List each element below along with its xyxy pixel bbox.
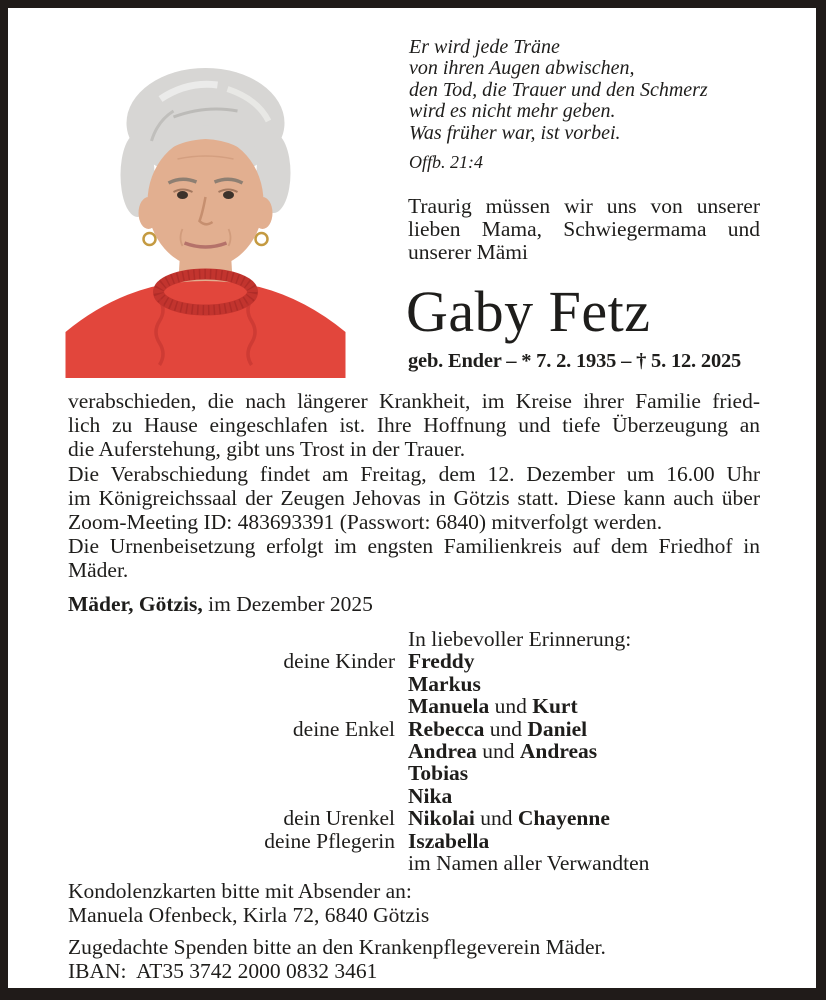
memoriam-row: [68, 852, 768, 874]
scripture-quote: [409, 37, 774, 144]
birth-death-dates: geb. Ender – * 7. 2. 1935 – † 5. 12. 2025: [408, 350, 742, 372]
memoriam-names: [408, 807, 768, 829]
memoriam-row: [68, 650, 768, 672]
memoriam-relation-label: [68, 628, 408, 650]
connector-text: In liebevoller Erinnerung:: [408, 627, 632, 651]
text-line: Zoom-Meeting ID: 483693391 (Passwort: 6840) mitverfolgt werden.: [68, 509, 663, 534]
portrait-illustration: [65, 45, 346, 378]
connector-text: im Namen aller Verwandten: [408, 851, 650, 876]
memoriam-names: [408, 718, 768, 740]
connector-text: und: [476, 739, 520, 764]
text-line: Die Verabschiedung findet am Freitag, dem 12. Dezember um 16.00 Uhr: [68, 461, 760, 486]
text-line: Was früher war, ist vorbei.: [409, 121, 621, 144]
memoriam-row: [68, 830, 768, 852]
text-line: IBAN: AT35 3742 2000 0832 3461: [68, 958, 378, 983]
memoriam-names: [408, 628, 768, 650]
family-name: Rebecca: [408, 716, 485, 741]
text-line: lieben Mama, Schwiegermama und: [408, 217, 760, 242]
condolence-address: [68, 879, 760, 928]
memoriam-relation-label: [68, 695, 408, 717]
donation-info: [68, 935, 760, 984]
paragraph-burial: [68, 535, 760, 583]
text-line: verabschieden, die nach längerer Krankheit, im Kreise ihrer Familie fried-: [68, 389, 760, 413]
intro-text: [408, 195, 760, 264]
memoriam-row: [68, 718, 768, 740]
family-name: Kurt: [532, 694, 578, 719]
text-line: Zugedachte Spenden bitte an den Krankenpflegeverein Mäder.: [68, 934, 606, 959]
memoriam-relation-label: [68, 785, 408, 807]
dateline-month: im Dezember 2025: [202, 592, 373, 616]
family-name: Freddy: [408, 649, 475, 674]
memoriam-names: [408, 650, 768, 672]
text-line: Mäder.: [68, 558, 129, 583]
memoriam-relation-label: deine Pflegerin: [264, 828, 395, 853]
memoriam-names: [408, 740, 768, 762]
announcement-body: [68, 390, 760, 583]
place-dateline: [68, 592, 373, 617]
family-name: Iszabella: [408, 828, 490, 853]
portrait-photo: [65, 45, 346, 378]
text-line: unserer Mämi: [408, 240, 529, 265]
memoriam-names: [408, 785, 768, 807]
memoriam-relation-label: [68, 762, 408, 784]
family-name: Markus: [408, 671, 481, 696]
paragraph-farewell: [68, 390, 760, 462]
family-name: Andreas: [519, 739, 598, 764]
memoriam-relation-label: deine Enkel: [292, 716, 395, 741]
memoriam-row: [68, 628, 768, 650]
memoriam-row: [68, 673, 768, 695]
footer-notes: [68, 879, 760, 983]
memoriam-relation-label: [68, 852, 408, 874]
paragraph-service: [68, 463, 760, 535]
memoriam-names: [408, 673, 768, 695]
scripture-reference: Offb. 21:4: [409, 152, 483, 172]
connector-text: und: [484, 716, 528, 741]
memoriam-row: [68, 740, 768, 762]
family-name: Nika: [408, 783, 453, 808]
memoriam-list: [68, 628, 768, 874]
text-line: den Tod, die Trauer und den Schmerz: [409, 78, 708, 101]
family-name: Manuela: [408, 694, 490, 719]
memoriam-names: [408, 830, 768, 852]
memoriam-names: [408, 852, 768, 874]
family-name: Tobias: [408, 761, 469, 786]
text-line: Manuela Ofenbeck, Kirla 72, 6840 Götzis: [68, 903, 430, 928]
memoriam-relation-label: [68, 740, 408, 762]
memoriam-relation-label: deine Kinder: [283, 649, 395, 674]
family-name: Andrea: [408, 739, 477, 764]
text-line: Er wird jede Träne: [409, 36, 560, 58]
text-line: Traurig müssen wir uns von unserer: [408, 194, 760, 218]
text-line: von ihren Augen abwischen,: [409, 57, 635, 80]
text-line: die Auferstehung, gibt uns Trost in der Trauer.: [68, 436, 466, 461]
deceased-name: Gaby Fetz: [406, 279, 651, 344]
memoriam-names: [408, 762, 768, 784]
dateline-places: Mäder, Götzis,: [68, 592, 203, 616]
memoriam-relation-label: dein Urenkel: [283, 806, 395, 831]
connector-text: und: [489, 694, 533, 719]
text-line: lich zu Hause eingeschlafen ist. Ihre Hoffnung und tiefe Überzeugung an: [68, 412, 760, 437]
connector-text: und: [474, 806, 518, 831]
family-name: Chayenne: [517, 806, 610, 831]
family-name: Daniel: [527, 716, 588, 741]
memoriam-row: [68, 762, 768, 784]
memoriam-row: [68, 785, 768, 807]
memoriam-row: [68, 695, 768, 717]
text-line: wird es nicht mehr geben.: [409, 100, 616, 123]
memoriam-row: [68, 807, 768, 829]
text-line: im Königreichssaal der Zeugen Jehovas in Götzis statt. Diese kann auch über: [68, 485, 760, 510]
memoriam-relation-label: [68, 673, 408, 695]
text-line: Kondolenzkarten bitte mit Absender an:: [68, 879, 412, 903]
memoriam-names: [408, 695, 768, 717]
text-line: Die Urnenbeisetzung erfolgt im engsten Familienkreis auf dem Friedhof in: [68, 534, 760, 559]
family-name: Nikolai: [408, 806, 475, 831]
